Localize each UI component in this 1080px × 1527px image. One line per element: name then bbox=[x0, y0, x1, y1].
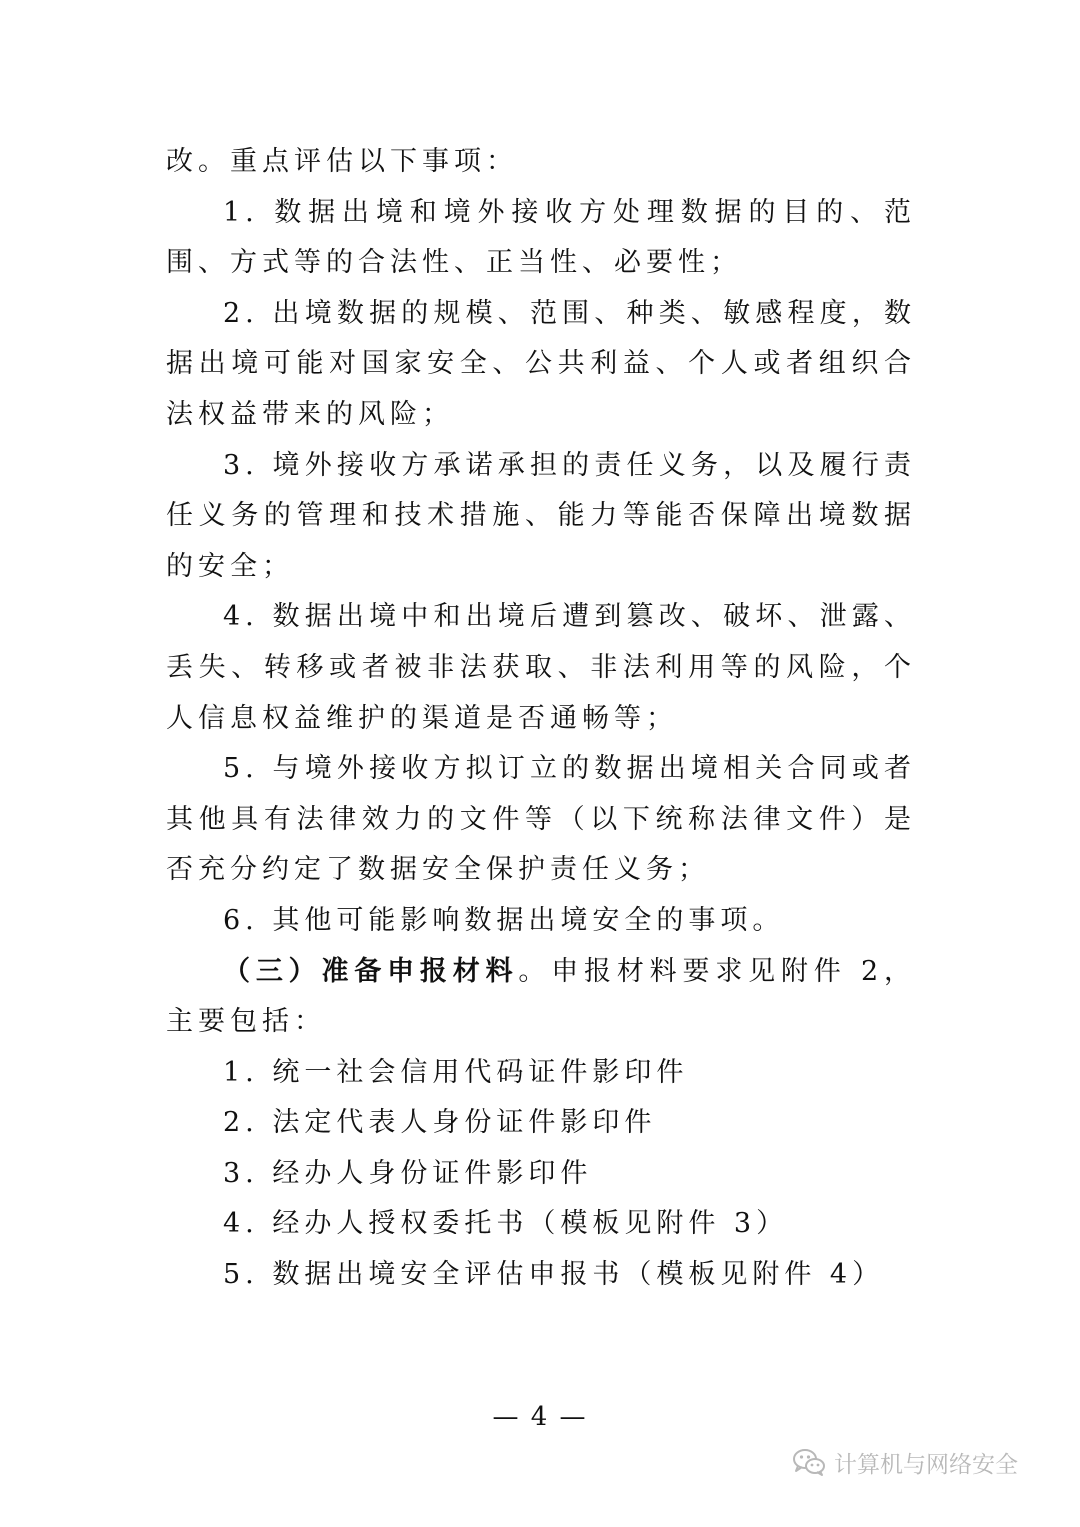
page-number: — 4 — bbox=[492, 1402, 588, 1432]
watermark-text: 计算机与网络安全 bbox=[834, 1451, 1018, 1478]
paragraph-item-2: 2. 出境数据的规模、范围、种类、敏感程度，数据出境可能对国家安全、公共利益、个人或者组织合法权益带来的风险； bbox=[166, 297, 916, 430]
wechat-icon bbox=[792, 1447, 826, 1477]
section-three-paragraph bbox=[166, 947, 916, 1048]
material-item-2: 2. 法定代表人身份证件影印件 bbox=[223, 1107, 657, 1139]
document-body bbox=[166, 137, 916, 1301]
material-item-1: 1. 统一社会信用代码证件影印件 bbox=[223, 1056, 689, 1088]
paragraph-item-1: 1. 数据出境和境外接收方处理数据的目的、范围、方式等的合法性、正当性、必要性； bbox=[166, 196, 916, 279]
material-item-5: 5. 数据出境安全评估申报书（模板见附件 4） bbox=[223, 1259, 885, 1291]
section-three-heading: （三）准备申报材料 bbox=[223, 955, 519, 987]
paragraph-intro: 改。重点评估以下事项： bbox=[166, 146, 518, 177]
material-item-4: 4. 经办人授权委托书（模板见附件 3） bbox=[223, 1208, 789, 1240]
paragraph-item-4: 4. 数据出境中和出境后遭到篡改、破坏、泄露、丢失、转移或者被非法获取、非法利用等的风险，个人信息权益维护的渠道是否通畅等； bbox=[166, 601, 916, 734]
material-item-3: 3. 经办人身份证件影印件 bbox=[223, 1157, 593, 1189]
paragraph-item-5: 5. 与境外接收方拟订立的数据出境相关合同或者其他具有法律效力的文件等（以下统称法律文件）是否充分约定了数据安全保护责任义务； bbox=[166, 753, 916, 886]
section-three-text: 。申报材料要求见附件 2，主要包括： bbox=[166, 955, 916, 1038]
paragraph-item-3: 3. 境外接收方承诺承担的责任义务，以及履行责任义务的管理和技术措施、能力等能否保障出境数据的安全； bbox=[166, 449, 916, 582]
paragraph-item-6: 6. 其他可能影响数据出境安全的事项。 bbox=[223, 904, 785, 936]
watermark bbox=[792, 1442, 1018, 1482]
